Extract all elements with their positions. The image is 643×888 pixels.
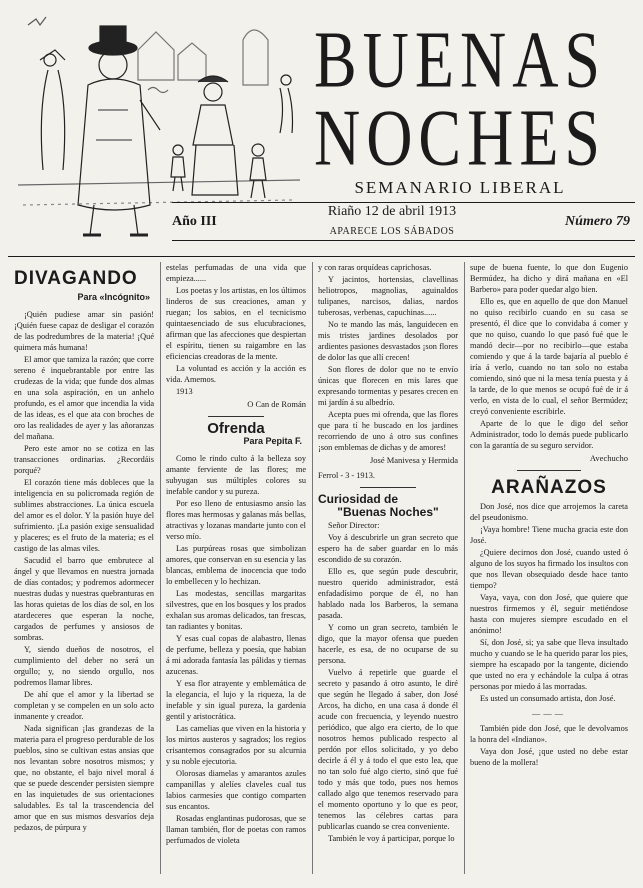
article-heading-curiosidad: Curiosidad de xyxy=(318,492,399,506)
column-separator xyxy=(312,262,313,874)
header-rule xyxy=(8,256,635,257)
stanza: Rosadas englantinas pudorosas, que se llaman también, flor de poetas con ramos perfumados de violeta xyxy=(166,814,306,845)
stanza: Como le rindo culto á la belleza soy amante ferviente de las flores; me subyugan sus múltiples colores su inefable candor y su pureza. xyxy=(166,454,306,496)
column-1 xyxy=(14,262,154,876)
dateline: Riaño 12 de abril 1913 xyxy=(327,204,457,219)
paragraph: Ello es, que según pude descubrir, nuestro querido administrador, está enfadadísimo porque de él, no han hablado nada los Barberos, la semana pasada. xyxy=(318,567,458,620)
section-rule xyxy=(517,470,580,471)
stanza: No te mando las más, languidecen en mis tristes jardines desolados por ardientes pasiones desvastados ¡son flores de dolor las que allí crecen! xyxy=(318,320,458,362)
article-place-date: Ferrol - 3 - 1913. xyxy=(318,471,375,480)
article-heading-ofrenda: Ofrenda xyxy=(207,420,265,437)
masthead-illustration xyxy=(18,10,300,242)
stanza: Y jacintos, hortensias, clavellinas heliotropos, magnolias, aguinaldos tulipanes, narcisos, dalias, nardos tuberosas, verbenas, capuchinas...... xyxy=(318,275,458,317)
column-2 xyxy=(166,262,306,876)
paragraph: Pero este amor no se cotiza en las transacciones ordinarias. ¿Recordáis porqué? xyxy=(14,444,154,475)
paragraph: Don José, nos dice que arrojemos la careta del pseudonismo. xyxy=(470,502,628,522)
band-rule-bottom xyxy=(172,240,635,241)
year-label: Año III xyxy=(172,214,217,229)
issue-number: Número 79 xyxy=(565,214,630,229)
stanza: Las purpúreas rosas que simbolizan amores, que conservan en su esencia y las blancas, emblema de inocencia que todo lo embellecen y lo hechizan. xyxy=(166,544,306,586)
column-4 xyxy=(470,262,628,876)
stanza: Las modestas, sencillas margaritas silvestres, que en los bosques y los prados exhalan sus aromas delicados, tan frescas, tan radiantes y bonitas. xyxy=(166,589,306,631)
paragraph: También le voy á participar, porque lo xyxy=(328,834,455,843)
paragraph: supe de buena fuente, lo que don Eugenio Bermúdez, ha dicho y dirá mañana en «El Barbero» para poder quedar algo bien. xyxy=(470,263,628,294)
column-separator xyxy=(160,262,161,874)
paragraph: ¡Vaya hombre! Tiene mucha gracia este don José. xyxy=(470,525,628,545)
section-rule xyxy=(360,487,416,488)
article-signature: José Manivesa y Hermida xyxy=(369,455,458,465)
article-heading-buenas-noches: "Buenas Noches" xyxy=(337,505,439,519)
paragraph: El corazón tiene más dobleces que la inteligencia en su policromada región de sublimes abstracciones. La única escuela del amor es el dolor. Y la pasión huye del sufrimiento. ¡La pasión exige sensualidad y placeres; es el fruto de la materia; es el castigo de las almas viles. xyxy=(14,478,154,553)
paragraph: Sacudid el barro que embrutece al ángel y que llevamos en nuestra jornada de días contados; y podremos adormecer nuestras dudas y nuestras quebranturas en las horas quietas de los días de sol, en los atardeceres que esperan la noche, cargados de perfumes y ansiosos de sombras. xyxy=(14,556,154,642)
article-heading-divagando: DIVAGANDO xyxy=(14,268,138,289)
stanza: y con raras orquídeas caprichosas. xyxy=(318,263,432,272)
dash-separator: ——— xyxy=(532,709,566,718)
paragraph: Es usted un consumado artista, don José. xyxy=(480,694,616,703)
paragraph: Y, siendo dueños de nosotros, el cumplimiento del deber no será un orgullo; y, no siendo orgullo, nos podremos llamar libres. xyxy=(14,645,154,687)
stanza: Son flores de dolor que no te envío únicas que florecen en mis lares que expresando tormentas y pesares crecen en mi jardín á su albedrío. xyxy=(318,365,458,407)
paragraph: Voy á descubrirle un gran secreto que espero ha de saber guardar en lo más escondido de su corazón. xyxy=(318,533,458,564)
paragraph: También pide don José, que le devolvamos la honra del «Indiano». xyxy=(470,724,628,744)
publication-frequency: APARECE LOS SÁBADOS xyxy=(329,226,455,237)
newspaper-title-line1: BUENAS xyxy=(313,15,607,104)
paragraph: Los poetas y los artistas, en los últimos linderos de sus creaciones, aman y ruegan; los sabios, en el tecnicismo quintaesenciado de sus elucubraciones, afirman que las afecciones que despiertan el espíritu, tienen su raigambre en las eficiencias creadoras de la mente. xyxy=(166,286,306,361)
section-rule xyxy=(208,416,264,417)
column-3 xyxy=(318,262,458,876)
paragraph: ¿Quiere decirnos don José, cuando usted ó alguno de los suyos ha firmado los insultos con que nos llevan obsequiado desde hace tanto tiempo? xyxy=(470,548,628,590)
article-year: 1913 xyxy=(176,387,193,396)
paragraph: La voluntad es acción y la acción es vida. Amemos. xyxy=(166,364,306,384)
stanza: Y esa flor atrayente y emblemática de la elegancia, el lujo y la riqueza, la de inefable y sin igual pureza, la gardenia gentil y aristocrática. xyxy=(166,679,306,721)
greeting: Señor Director: xyxy=(328,521,380,530)
paragraph: Vuelvo á repetirle que guarde el secreto y pasando á otro asunto, le diré que según he llegado á saber, don José Arcos, ha dicho, en una casa á donde él acude con frecuencia, y leyendo nuestro periódico, que algo era cierto, de lo que nosotros hemos publicado respecto al perdón por ellos solicitado, y yo debo decirle á él y á todo el que esto lea, que no tan solo fué algo cierto, sinó que fué todo y más que todo, pues nos hemos callado algo que tenemos reservado para el momento oportuno y lo que es peor, tenemos las célebres cartas para publicarlas cuando se crea conveniente. xyxy=(318,668,458,831)
article-signature: O Can de Román xyxy=(247,399,306,409)
paragraph: ¡Quién pudiese amar sin pasión! ¡Quién fuese capaz de desligar el corazón de las podredumbres de la materia! ¡Qué quimera más humana! xyxy=(14,310,154,352)
newspaper-title-line2: NOCHES xyxy=(313,93,607,182)
column-separator xyxy=(464,262,465,874)
paragraph: El amor que tamiza la razón; que corre sereno é inquebrantable por entre las crudezas de la vida; que funde dos almas en una sola aspiración, en un anhelo profundo, es el amor que incendia la vida de las ideas, es el que ata con broches de oro las realidades de ayer y las añoranzas del mañana. xyxy=(14,355,154,441)
paragraph: Vaya don José, ¡que usted no debe estar bueno de la mollera! xyxy=(470,747,628,767)
article-signature: Avechucho xyxy=(589,453,628,463)
article-dedication: Para «Incógnito» xyxy=(77,292,150,302)
paragraph: Vaya, vaya, con don José, que quiere que nuestros firmemos y él, seguir metiéndose hasta con mujeres siempre escudado en el anónimo! xyxy=(470,593,628,635)
paragraph: Sí, don José, si; ya sabe que lleva insultado mucho y cuando se le ha querido parar los pies, siempre ha escapado por la tangente, diciendo que usted no era y echándole la culpa á otras personas por miedo á las morradas. xyxy=(470,638,628,691)
stanza: Olorosas diamelas y amarantos azules campanillas y alelíes claveles cual tus labios carmesíes que contigo comparten sus encantos. xyxy=(166,769,306,811)
stanza: Por eso lleno de entusiasmo ansío las flores mas hermosas y galanas más bellas, atractivas y lozanas mandarte junto con el verso mío. xyxy=(166,499,306,541)
newspaper-subtitle: SEMANARIO LIBERAL xyxy=(354,178,566,197)
stanza: Las camelias que viven en la historia y los mirtos austeros y sagrados; los regios crisantemos consagrados por su alcurnia y su noble ejecutoria. xyxy=(166,724,306,766)
band-rule-top xyxy=(172,202,635,203)
stanza: Y esas cual copas de alabastro, llenas de perfume, belleza y poesía, que habian á mi adorada fantasía las pálidas y tiernas azucenas. xyxy=(166,634,306,676)
paragraph: Y como un gran secreto, también le digo, que la mayor ofensa que pueden hacerle, es esa, de no ocuparse de su persona. xyxy=(318,623,458,665)
paragraph: De ahí que el amor y la libertad se completan y se compelen en un solo acto inmanente y creador. xyxy=(14,690,154,721)
article-dedication: Para Pepita F. xyxy=(243,436,302,446)
paragraph: Aparte de lo que le digo del señor Administrador, todo lo demás puede publicarlo con la garantía de su seguro servidor. xyxy=(470,419,628,450)
article-heading-aranazos: ARAÑAZOS xyxy=(491,477,607,498)
paragraph: estelas perfumadas de una vida que empieza...... xyxy=(166,263,306,283)
paragraph: Ello es, que en aquello de que don Manuel no quiso recibirlo cuando en su casa se presentó, él dice que lo convidaba á comer y que no quiso, cuando lo que pasó fué que le mandó decir—por no recibirlo—que estaba comiendo y que á la tarde bajaría al pueblo é iría á verlo, cuando no tan solo no estaba comiendo, sinó que ni la mesa tenía puesta y á la tarde, de lo que menos se ocupó fué de ir á verlo, en vista de lo cual, el señor Bermúdez; creyó conveniente escribirle. xyxy=(470,297,628,416)
paragraph: Nada significan ¡las grandezas de la materia para el progreso perdurable de los pueblos, sino se cultivan estas ansias que nos levantan sobre nosotros mismos; y que, no obstante, el bajo nivel moral á que se puede descender persisten siempre en las inquietudes de sus orientaciones saludables. Es tal la trascendencia del amor que en sus mismos desvaríos deja pedazos, de púrpura y xyxy=(14,724,154,832)
stanza: Acepta pues mi ofrenda, que las flores que para tí he buscado en los jardines recorriendo de uno á otro sus confines ¡son emblemas de dichas y de amores! xyxy=(318,410,458,452)
